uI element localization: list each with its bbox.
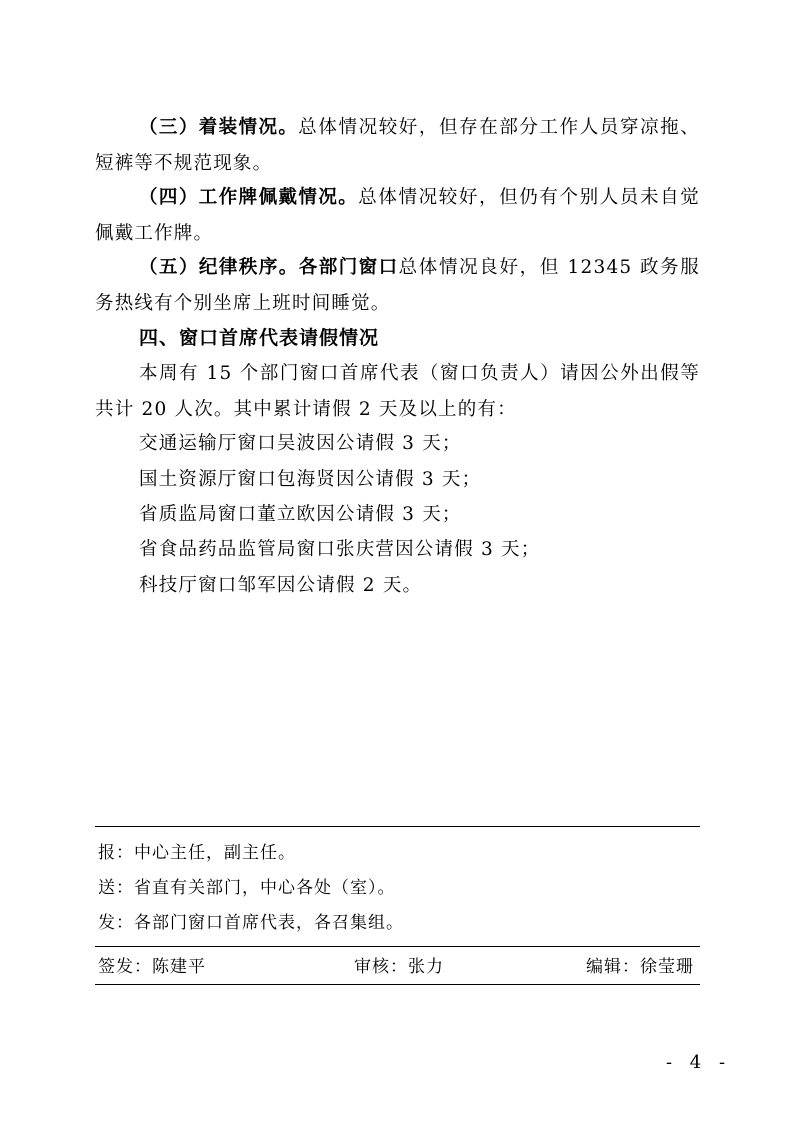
section-5-title-extra: 各部门窗口 bbox=[298, 257, 399, 278]
distribution-report: 报：中心主任，副主任。 bbox=[98, 843, 296, 863]
distribution-send: 送：省直有关部门，中心各处（室）。 bbox=[98, 878, 396, 898]
section-5-paragraph bbox=[95, 250, 700, 322]
distribution-issue: 发：各部门窗口首席代表，各召集组。 bbox=[98, 913, 404, 933]
leave-item-3: 省质监局窗口董立欧因公请假 3 天； bbox=[139, 504, 462, 525]
section-3-paragraph bbox=[95, 110, 700, 182]
signoff-signer: 签发：陈建平 bbox=[98, 957, 206, 977]
section-3-title: （三）着装情况。 bbox=[139, 117, 299, 138]
heading-leave-status: 四、窗口首席代表请假情况 bbox=[139, 327, 380, 349]
leave-item-4: 省食品药品监管局窗口张庆营因公请假 3 天； bbox=[139, 539, 541, 560]
section-5-title: （五）纪律秩序。 bbox=[139, 257, 299, 278]
footer-middle-rule bbox=[95, 946, 700, 947]
footer-bottom-rule bbox=[95, 984, 700, 985]
leave-summary: 本周有 15 个部门窗口首席代表（窗口负责人）请因公外出假等共计 20 人次。其中累计请假 2 天及以上的有： bbox=[95, 363, 700, 420]
section-4-title: （四）工作牌佩戴情况。 bbox=[139, 187, 359, 208]
section-3-body: 总体情况较好，但存在部分工作人员穿凉拖、短裤等不规范现象。 bbox=[95, 117, 700, 174]
leave-item-5: 科技厅窗口邹军因公请假 2 天。 bbox=[139, 575, 423, 596]
signoff-reviewer: 审核：张力 bbox=[354, 957, 444, 977]
section-5-body: 总体情况良好，但 12345 政务服务热线有个别坐席上班时间睡觉。 bbox=[95, 257, 700, 314]
footer-top-rule bbox=[95, 826, 700, 827]
signoff-editor: 编辑：徐莹珊 bbox=[586, 957, 694, 977]
page-number: - 4 - bbox=[666, 1052, 732, 1073]
section-4-body: 总体情况较好，但仍有个别人员未自觉佩戴工作牌。 bbox=[95, 187, 700, 244]
leave-item-2: 国土资源厅窗口包海贤因公请假 3 天； bbox=[139, 469, 482, 490]
section-4-paragraph bbox=[95, 180, 700, 252]
leave-item-1: 交通运输厅窗口吴波因公请假 3 天； bbox=[139, 433, 462, 454]
